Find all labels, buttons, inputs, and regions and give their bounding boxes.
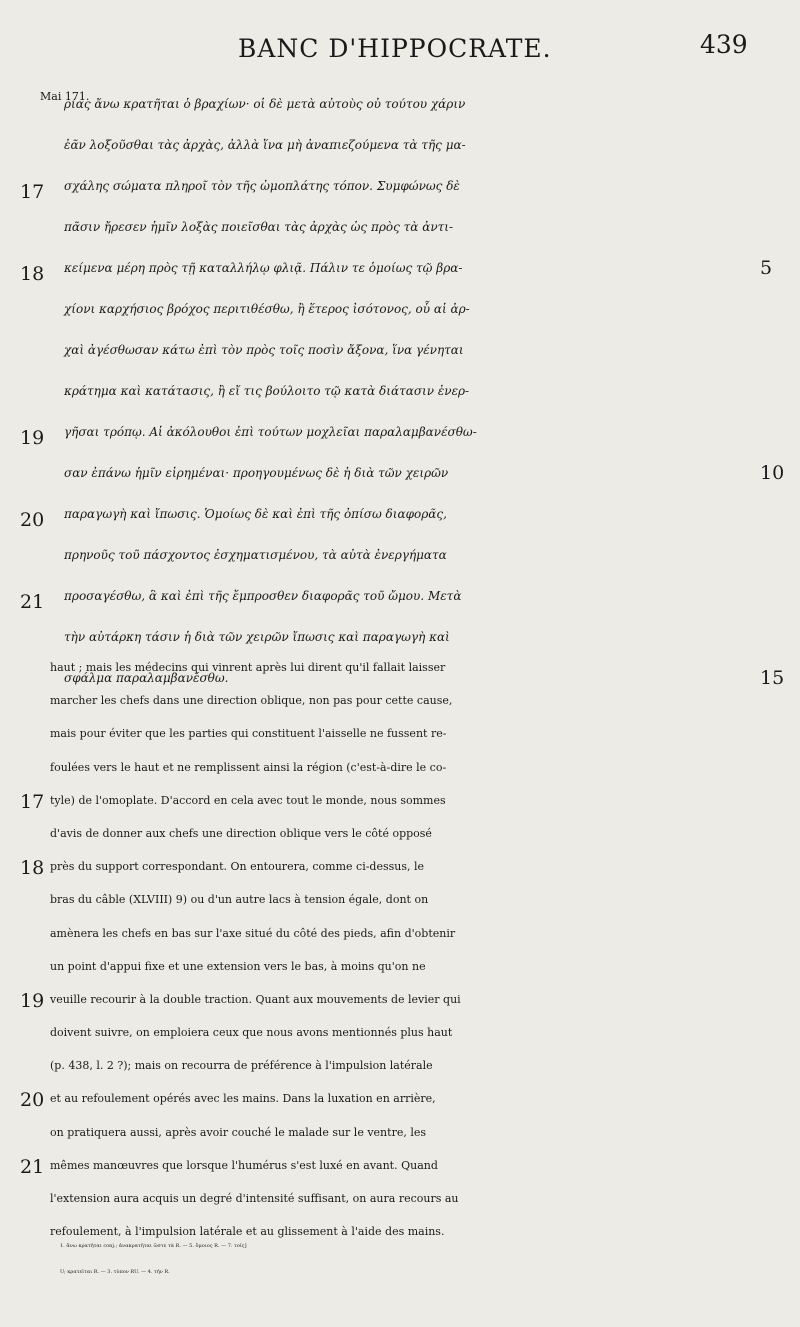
greek-line: [42, 84, 762, 125]
line-number: 21: [20, 591, 45, 613]
french-line-text: foulées vers le haut et ne remplissent ainsi la région (c'est-à-dire le co-: [50, 760, 447, 774]
french-line: [50, 883, 790, 916]
verse-number: 10: [760, 462, 785, 484]
greek-line: [42, 207, 762, 248]
greek-line-text: ἐᾶν λοξοῦσθαι τὰς ἀρχὰς, ἀλλὰ ἵνα μὴ ἀναπιεζούμενα τὰ τῆς μα-: [64, 138, 466, 152]
running-title: BANC D'HIPPOCRATE.: [238, 34, 552, 63]
greek-line-text: πρηνοῦς τοῦ πάσχοντος ἐσχηματισμένου, τὰ αὐτὰ ἐνεργήματα: [64, 548, 447, 562]
footnote-line: U; κρατεῖται R. — 3. τύπον RU. — 4. τήν R.: [60, 1269, 170, 1275]
verse-number: 5: [760, 257, 773, 279]
greek-line: [42, 453, 785, 494]
footnote-line: 1. ἄνω κρατῆται conj.; ἀνακρατῆται ὥστε τὰ R. — 5. ὅμοιος R. — 7. τοῖς]: [60, 1243, 247, 1249]
french-line: [20, 1149, 790, 1182]
french-line: [50, 817, 790, 850]
french-line-text: (p. 438, l. 2 ?); mais on recourra de préférence à l'impulsion latérale: [50, 1059, 433, 1073]
french-line-text: marcher les chefs dans une direction oblique, non pas pour cette cause,: [50, 694, 453, 708]
line-number: 19: [20, 989, 45, 1012]
french-line-text: près du support correspondant. On entourera, comme ci-dessus, le: [50, 860, 425, 874]
french-line-text: mais pour éviter que les parties qui constituent l'aisselle ne fussent re-: [50, 727, 447, 741]
french-line-text: on pratiquera aussi, après avoir couché le malade sur le ventre, les: [50, 1125, 426, 1139]
line-number: 19: [20, 427, 45, 449]
greek-line: [42, 535, 762, 576]
line-number: 20: [20, 1089, 45, 1112]
greek-line-text: χαὶ ἀγέσθωσαν κάτω ἐπὶ τὸν πρὸς τοῖς ποσὶν ἄξονα, ἵνα γένηται: [64, 343, 464, 357]
greek-line-text: τὴν αὐτάρκη τάσιν ἡ διὰ τῶν χειρῶν ἴπωσις καὶ παραγωγὴ καὶ: [64, 630, 450, 644]
line-number: 17: [20, 181, 45, 203]
greek-line-text: γῆσαι τρόπῳ. Αἱ ἀκόλουθοι ἐπὶ τούτων μοχλεῖαι παραλαμβανέσθω-: [64, 425, 477, 439]
greek-line-text: προσαγέσθω, ἃ καὶ ἐπὶ τῆς ἔμπροσθεν διαφορᾶς τοῦ ὤμου. Μετὰ: [64, 589, 462, 603]
french-line: [50, 1049, 790, 1082]
french-line: [50, 684, 790, 717]
french-line: [50, 1016, 790, 1049]
french-line-text: veuille recourir à la double traction. Quant aux mouvements de levier qui: [50, 992, 461, 1006]
greek-line-text: κείμενα μέρη πρὸς τῇ καταλλήλῳ φλιᾷ. Πάλιν τε ὁμοίως τῷ βρα-: [64, 261, 463, 275]
french-line: [20, 850, 790, 883]
greek-line: [42, 330, 762, 371]
french-line-text: bras du câble (XLVIII) 9) ou d'un autre lacs à tension égale, dont on: [50, 893, 429, 907]
french-line-text: amènera les chefs en bas sur l'axe situé du côté des pieds, afin d'obtenir: [50, 926, 456, 940]
greek-line: [42, 371, 762, 412]
greek-line-text: σφάλμα παραλαμβανέσθω.: [64, 671, 229, 685]
french-line: [50, 717, 790, 750]
verse-number: 15: [760, 667, 785, 689]
greek-line: [42, 289, 762, 330]
greek-line: [20, 166, 762, 207]
margin-note: Mai 171.: [40, 90, 90, 103]
french-line-text: un point d'appui fixe et une extension vers le bas, à moins qu'on ne: [50, 959, 426, 973]
greek-line-text: σχάλης σώματα πληροῖ τὸν τῆς ὠμοπλάτης τόπον. Συμφώνως δὲ: [64, 179, 460, 193]
french-line-text: doivent suivre, on emploiera ceux que nous avons mentionnés plus haut: [50, 1026, 453, 1040]
french-line: [50, 917, 790, 950]
greek-text-block: [20, 84, 785, 699]
french-line-text: haut ; mais les médecins qui vinrent après lui dirent qu'il fallait laisser: [50, 661, 446, 674]
line-number: 21: [20, 1155, 45, 1178]
french-translation-block: [20, 651, 790, 1248]
french-line: [50, 1116, 790, 1149]
greek-line-text: κράτημα καὶ κατάτασις, ἢ εἴ τις βούλοιτο τῷ κατὰ διάτασιν ἐνερ-: [64, 384, 470, 398]
french-line: [50, 651, 790, 684]
french-line-text: d'avis de donner aux chefs une direction oblique vers le côté opposé: [50, 826, 432, 840]
french-line-text: l'extension aura acquis un degré d'intensité suffisant, on aura recours au: [50, 1192, 459, 1205]
page-header: [0, 30, 800, 70]
page-number: 439: [700, 30, 748, 59]
greek-line-text: ρίας ἄνω κρατῆται ὁ βραχίων· οἱ δὲ μετὰ αὐτοὺς οὐ τούτου χάριν: [64, 97, 466, 111]
french-line-text: tyle) de l'omoplate. D'accord en cela avec tout le monde, nous sommes: [50, 793, 446, 807]
french-line: [50, 1182, 790, 1215]
french-line: [50, 751, 790, 784]
greek-line: [42, 125, 762, 166]
greek-line: [20, 412, 762, 453]
greek-line-text: χίονι καρχήσιος βρόχος περιτιθέσθω, ἢ ἕτερος ἰσότονος, οὗ αἱ ἀρ-: [64, 302, 470, 316]
greek-line-text: πᾶσιν ἤρεσεν ἡμῖν λοξὰς ποιεῖσθαι τὰς ἀρχὰς ὡς πρὸς τὰ ἀντι-: [64, 220, 454, 234]
french-line: [20, 983, 790, 1016]
french-line: [50, 950, 790, 983]
french-line-text: et au refoulement opérés avec les mains. Dans la luxation en arrière,: [50, 1092, 436, 1106]
greek-line-text: παραγωγὴ καὶ ἴπωσις. Ὁμοίως δὲ καὶ ἐπὶ τῆς ὀπίσω διαφορᾶς,: [64, 507, 447, 521]
footnotes-block: [60, 1233, 780, 1285]
french-line: [20, 784, 790, 817]
line-number: 20: [20, 509, 45, 531]
line-number: 18: [20, 263, 45, 285]
greek-line-text: σαν ἐπάνω ἡμῖν εἰρημέναι· προηγουμένως δὲ ἡ διὰ τῶν χειρῶν: [64, 466, 449, 480]
french-line: [20, 1082, 790, 1115]
greek-line: [20, 576, 762, 617]
greek-line: [20, 494, 762, 535]
french-line-text: refoulement, à l'impulsion latérale et au glissement à l'aide des mains.: [50, 1225, 445, 1239]
greek-line: [20, 248, 773, 289]
line-number: 18: [20, 857, 45, 880]
line-number: 17: [20, 790, 45, 813]
french-line-text: mêmes manœuvres que lorsque l'humérus s'est luxé en avant. Quand: [50, 1158, 438, 1172]
